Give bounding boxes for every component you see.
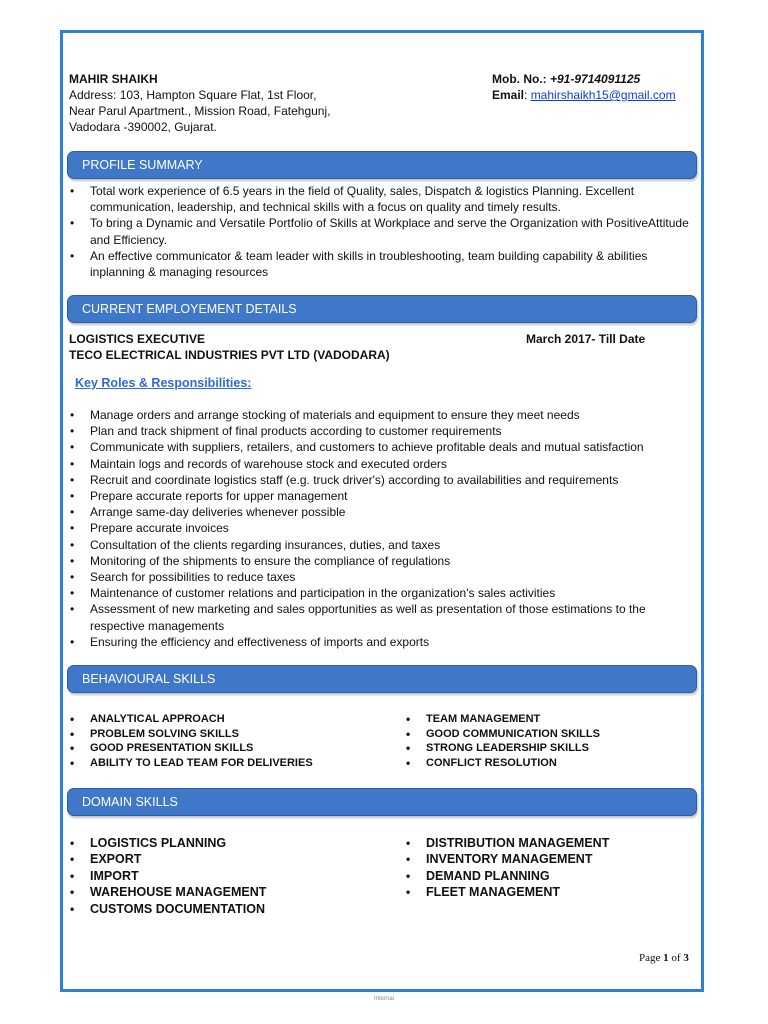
skill-item: • GOOD COMMUNICATION SKILLS: [405, 727, 695, 742]
list-item: • Total work experience of 6.5 years in the field of Quality, sales, Dispatch & logistics Planning. Excellent communication, leadership, and technical skills with a focus on quality and timely results.: [69, 183, 694, 215]
page-number: [639, 952, 689, 964]
profile-summary-header: [67, 151, 697, 179]
list-item: • Ensuring the efficiency and effectiveness of imports and exports: [69, 634, 694, 650]
email-label: Email: [492, 88, 525, 102]
skill-item: • GOOD PRESENTATION SKILLS: [69, 741, 389, 756]
job-period: March 2017- Till Date: [526, 332, 646, 346]
skill-item: • CONFLICT RESOLUTION: [405, 756, 695, 771]
skill-item: • CUSTOMS DOCUMENTATION: [69, 901, 389, 917]
list-item: • Monitoring of the shipments to ensure the compliance of regulations: [69, 553, 694, 569]
job-info: [69, 331, 489, 363]
list-item: • Manage orders and arrange stocking of materials and equipment to ensure they meet needs: [69, 407, 694, 423]
page-word: Page: [639, 952, 664, 964]
list-item: • Prepare accurate reports for upper management: [69, 488, 694, 504]
list-item: • Prepare accurate invoices: [69, 520, 694, 536]
key-roles-heading: Key Roles & Responsibilities:: [75, 376, 252, 390]
domain-skills-left: [69, 835, 389, 917]
skill-item: • INVENTORY MANAGEMENT: [405, 851, 695, 867]
phone-email-block: [492, 71, 702, 103]
profile-summary-title: PROFILE SUMMARY: [82, 158, 203, 172]
mobile-number: +91-9714091125: [549, 72, 641, 86]
skill-item: • DEMAND PLANNING: [405, 868, 695, 884]
address-text-1: 103, Hampton Square Flat, 1st Floor,: [119, 88, 317, 102]
skill-item: • DISTRIBUTION MANAGEMENT: [405, 835, 695, 851]
responsibilities-list: [69, 407, 694, 650]
list-item: • An effective communicator & team leader with skills in troubleshooting, team building capability & abilities inplanning & managing resources: [69, 248, 694, 280]
list-item: • To bring a Dynamic and Versatile Portfolio of Skills at Workplace and serve the Organization with PositiveAttitude and Efficiency.: [69, 215, 694, 247]
candidate-name: MAHIR SHAIKH: [69, 72, 158, 86]
page-current: 1: [663, 952, 669, 964]
classification-label: Internal: [373, 996, 394, 1002]
skill-item: • FLEET MANAGEMENT: [405, 884, 695, 900]
behavioural-skills-title: BEHAVIOURAL SKILLS: [82, 672, 216, 686]
list-item: • Plan and track shipment of final products according to customer requirements: [69, 423, 694, 439]
employment-header: [67, 295, 697, 323]
job-role: LOGISTICS EXECUTIVE: [69, 332, 206, 346]
employment-title: CURRENT EMPLOYEMENT DETAILS: [82, 302, 297, 316]
behavioural-skills-header: [67, 665, 697, 693]
list-item: • Maintain logs and records of warehouse stock and executed orders: [69, 456, 694, 472]
list-item: • Consultation of the clients regarding insurances, duties, and taxes: [69, 537, 694, 553]
list-item: • Assessment of new marketing and sales opportunities as well as presentation of those estimations to the respective managements: [69, 601, 694, 633]
skill-item: • TEAM MANAGEMENT: [405, 712, 695, 727]
page-total: 3: [683, 952, 689, 964]
address-line-3: Vadodara -390002, Gujarat.: [69, 120, 217, 134]
list-item: • Recruit and coordinate logistics staff (e.g. truck driver's) according to availabilities and requirements: [69, 472, 694, 488]
skill-item: • PROBLEM SOLVING SKILLS: [69, 727, 389, 742]
domain-skills-title: DOMAIN SKILLS: [82, 795, 178, 809]
skill-item: • WAREHOUSE MANAGEMENT: [69, 884, 389, 900]
contact-block: [69, 71, 399, 135]
domain-skills-header: [67, 788, 697, 816]
list-item: • Arrange same-day deliveries whenever possible: [69, 504, 694, 520]
skill-item: • LOGISTICS PLANNING: [69, 835, 389, 851]
skill-item: • EXPORT: [69, 851, 389, 867]
profile-summary-list: [69, 183, 694, 280]
mobile-label: Mob. No.:: [492, 72, 550, 86]
skill-item: • ANALYTICAL APPROACH: [69, 712, 389, 727]
skill-item: • ABILITY TO LEAD TEAM FOR DELIVERIES: [69, 756, 389, 771]
email-line: [492, 87, 702, 103]
address-line-1: [69, 87, 399, 103]
email-separator: :: [524, 88, 531, 102]
address-line-2: Near Parul Apartment., Mission Road, Fatehgunj,: [69, 104, 331, 118]
list-item: • Maintenance of customer relations and participation in the organization's sales activities: [69, 585, 694, 601]
behavioural-skills-right: [405, 712, 695, 770]
behavioural-skills-left: [69, 712, 389, 770]
skill-item: • STRONG LEADERSHIP SKILLS: [405, 741, 695, 756]
list-item: • Search for possibilities to reduce taxes: [69, 569, 694, 585]
email-link[interactable]: mahirshaikh15@gmail.com: [530, 88, 676, 102]
skill-item: • IMPORT: [69, 868, 389, 884]
address-label: Address:: [69, 88, 120, 102]
page-of: of: [668, 952, 684, 964]
list-item: • Communicate with suppliers, retailers, and customers to achieve profitable deals and mutual satisfaction: [69, 439, 694, 455]
mobile-line: [492, 71, 702, 87]
domain-skills-right: [405, 835, 695, 901]
job-company: TECO ELECTRICAL INDUSTRIES PVT LTD (VADODARA): [69, 348, 390, 362]
